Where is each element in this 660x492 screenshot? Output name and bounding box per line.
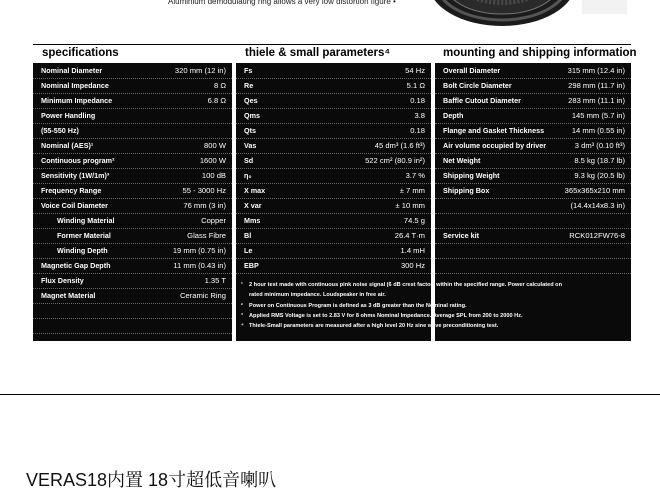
footnote-text: Thiele-Small parameters are measured after a high level 20 Hz sine wave preconditioning test. <box>249 323 499 329</box>
mounting-row <box>435 243 631 259</box>
thiele-row <box>236 138 431 154</box>
thiele-row <box>236 183 431 199</box>
thiele-value: 3.7 % <box>405 171 425 180</box>
footnote <box>241 292 386 298</box>
spec-row <box>33 288 232 304</box>
spec-row <box>33 123 232 139</box>
mounting-value: 3 dm³ (0.10 ft³) <box>574 141 625 150</box>
mounting-label: Shipping Weight <box>443 171 500 180</box>
spec-label: Nominal Diameter <box>41 66 103 75</box>
footnote-text: Power on Continuous Program is defined as 3 dB greater than the Nominal rating. <box>249 303 467 309</box>
thiele-row <box>236 78 431 94</box>
mounting-label: Bolt Circle Diameter <box>443 81 512 90</box>
spec-label: Winding Material <box>57 216 115 225</box>
spec-value: 320 mm (12 in) <box>174 66 226 75</box>
spec-row <box>33 213 232 229</box>
thiele-value: 74.5 g <box>403 216 425 225</box>
spec-value: 55 - 3000 Hz <box>182 186 226 195</box>
spec-value: Ceramic Ring <box>180 291 226 300</box>
mounting-value: 8.5 kg (18.7 lb) <box>574 156 625 165</box>
thiele-label: Le <box>244 246 253 255</box>
mounting-value: 283 mm (11.1 in) <box>568 96 625 105</box>
spec-row <box>33 168 232 184</box>
thiele-value: 5.1 Ω <box>406 81 425 90</box>
spec-label: Power Handling <box>41 111 96 120</box>
spec-sheet <box>33 63 631 341</box>
mounting-row <box>435 108 631 124</box>
mounting-row <box>435 228 631 244</box>
thiele-row <box>236 258 431 274</box>
speaker-caption: Aluminium demodulating ring allows a very low distortion figure • <box>168 0 396 6</box>
mounting-row <box>435 123 631 139</box>
footnote <box>241 303 467 309</box>
spec-row <box>33 303 232 319</box>
mounting-label: Net Weight <box>443 156 481 165</box>
mounting-value: 14 mm (0.55 in) <box>571 126 625 135</box>
mounting-label: Overall Diameter <box>443 66 501 75</box>
mounting-label: Flange and Gasket Thickness <box>443 126 545 135</box>
spec-row <box>33 318 232 334</box>
spec-row <box>33 78 232 94</box>
speaker-image <box>432 0 627 32</box>
thiele-label: X var <box>244 201 262 210</box>
thiele-label: X max <box>244 186 266 195</box>
footnote-number: ² <box>241 303 243 309</box>
spec-row <box>33 93 232 109</box>
spec-label: Voice Coil Diameter <box>41 201 108 210</box>
spec-value: 1.35 T <box>204 276 226 285</box>
spec-row <box>33 138 232 154</box>
spec-value: 1600 W <box>199 156 226 165</box>
mounting-value: 315 mm (12.4 in) <box>567 66 625 75</box>
spec-value: Copper <box>201 216 226 225</box>
mounting-value: 145 mm (5.7 in) <box>571 111 625 120</box>
spec-label: Minimum Impedance <box>41 96 113 105</box>
mounting-row <box>435 258 631 274</box>
mounting-shipping-column <box>435 63 631 341</box>
mounting-value: RCK012FW76-8 <box>569 231 625 240</box>
thiele-value: ± 10 mm <box>395 201 425 210</box>
mounting-label: Baffle Cutout Diameter <box>443 96 521 105</box>
thiele-value: 0.18 <box>410 96 425 105</box>
footnote <box>241 313 523 319</box>
mounting-shipping-heading: mounting and shipping information <box>443 47 637 59</box>
spec-row <box>33 108 232 124</box>
thiele-label: Sd <box>244 156 254 165</box>
footnote-text: rated minimum impedance. Loudspeaker in free air. <box>249 292 386 298</box>
spec-label: Former Material <box>57 231 111 240</box>
thiele-row <box>236 153 431 169</box>
spec-value: 11 mm (0.43 in) <box>173 261 226 270</box>
product-title: VERAS18内置 18寸超低音喇叭 <box>26 470 277 490</box>
spec-row <box>33 63 232 79</box>
footnote <box>241 282 562 288</box>
spec-value: 100 dB <box>201 171 226 180</box>
thiele-label: Fs <box>244 66 253 75</box>
thiele-row <box>236 108 431 124</box>
mounting-value: 298 mm (11.7 in) <box>568 81 625 90</box>
thiele-label: Re <box>244 81 254 90</box>
spec-label: Flux Density <box>41 276 84 285</box>
mounting-row <box>435 213 631 229</box>
thiele-value: 45 dm³ (1.6 ft³) <box>374 141 425 150</box>
thiele-row <box>236 243 431 259</box>
thiele-row <box>236 213 431 229</box>
thiele-value: 522 cm² (80.9 in²) <box>365 156 425 165</box>
spec-label: Sensitivity (1W/1m)³ <box>41 171 110 180</box>
mounting-label: Depth <box>443 111 464 120</box>
spec-value: 76 mm (3 in) <box>183 201 226 210</box>
spec-label: Frequency Range <box>41 186 102 195</box>
spec-label: Magnetic Gap Depth <box>41 261 111 270</box>
thiele-label: Qes <box>244 96 258 105</box>
thiele-row <box>236 123 431 139</box>
section-divider <box>0 394 660 395</box>
thiele-row <box>236 168 431 184</box>
mounting-row <box>435 183 631 199</box>
spec-label: Nominal (AES)¹ <box>41 141 94 150</box>
spec-row <box>33 258 232 274</box>
thiele-row <box>236 198 431 214</box>
footnote <box>241 323 498 329</box>
footnote-number: ⁴ <box>241 323 244 329</box>
thiele-small-heading: thiele & small parameters⁴ <box>245 47 391 59</box>
spec-value: 6.8 Ω <box>207 96 226 105</box>
thiele-row <box>236 63 431 79</box>
spec-value: 19 mm (0.75 in) <box>172 246 226 255</box>
footnote-text: 2 hour test made with continuous pink noise signal (6 dB crest factor) within the specified range. Power calculated on <box>249 282 562 288</box>
spec-label: Winding Depth <box>57 246 108 255</box>
thiele-label: Vas <box>244 141 257 150</box>
thiele-label: Qts <box>244 126 256 135</box>
footnote-number: ³ <box>241 313 243 319</box>
spec-value: 8 Ω <box>213 81 226 90</box>
specifications-heading: specifications <box>42 47 119 59</box>
spec-row <box>33 243 232 259</box>
thiele-label: Bl <box>244 231 252 240</box>
mounting-row <box>435 78 631 94</box>
mounting-row <box>435 153 631 169</box>
mounting-value: 9.3 kg (20.5 lb) <box>574 171 625 180</box>
mounting-row <box>435 93 631 109</box>
thiele-value: ± 7 mm <box>399 186 425 195</box>
footnote-number: ¹ <box>241 282 243 288</box>
spec-label: Nominal Impedance <box>41 81 109 90</box>
spec-row <box>33 183 232 199</box>
spec-row <box>33 153 232 169</box>
thiele-value: 0.18 <box>410 126 425 135</box>
thiele-row <box>236 228 431 244</box>
thiele-value: 1.4 mH <box>400 246 425 255</box>
spec-row <box>33 228 232 244</box>
spec-label: Continuous program² <box>41 156 115 165</box>
thiele-label: η₀ <box>244 171 252 180</box>
spec-label: (55-550 Hz) <box>41 126 79 135</box>
specifications-column <box>33 63 232 341</box>
spec-value: 800 W <box>204 141 226 150</box>
mounting-row <box>435 168 631 184</box>
mounting-value: 365x365x210 mm <box>564 186 625 195</box>
thiele-value: 300 Hz <box>400 261 425 270</box>
mounting-label: Shipping Box <box>443 186 490 195</box>
mounting-row <box>435 138 631 154</box>
mounting-value: (14.4x14x8.3 in) <box>570 201 625 210</box>
table-headers <box>33 44 637 64</box>
mounting-label: Service kit <box>443 231 479 240</box>
thiele-label: Qms <box>244 111 260 120</box>
spec-label: Magnet Material <box>41 291 96 300</box>
mounting-row <box>435 198 631 214</box>
thiele-value: 3.8 <box>414 111 425 120</box>
mounting-label: Air volume occupied by driver <box>443 141 547 150</box>
mounting-row <box>435 63 631 79</box>
spec-value: Glass Fibre <box>187 231 226 240</box>
spec-row <box>33 273 232 289</box>
thiele-label: Mms <box>244 216 261 225</box>
spec-row <box>33 198 232 214</box>
thiele-value: 54 Hz <box>405 66 425 75</box>
thiele-small-column <box>236 63 431 341</box>
footnote-text: Applied RMS Voltage is set to 2.83 V for 8 ohms Nominal Impedance. Average SPL from 200 to 2000 Hz. <box>249 313 523 319</box>
thiele-label: EBP <box>244 261 259 270</box>
thiele-value: 26.4 T·m <box>394 231 425 240</box>
thiele-row <box>236 93 431 109</box>
